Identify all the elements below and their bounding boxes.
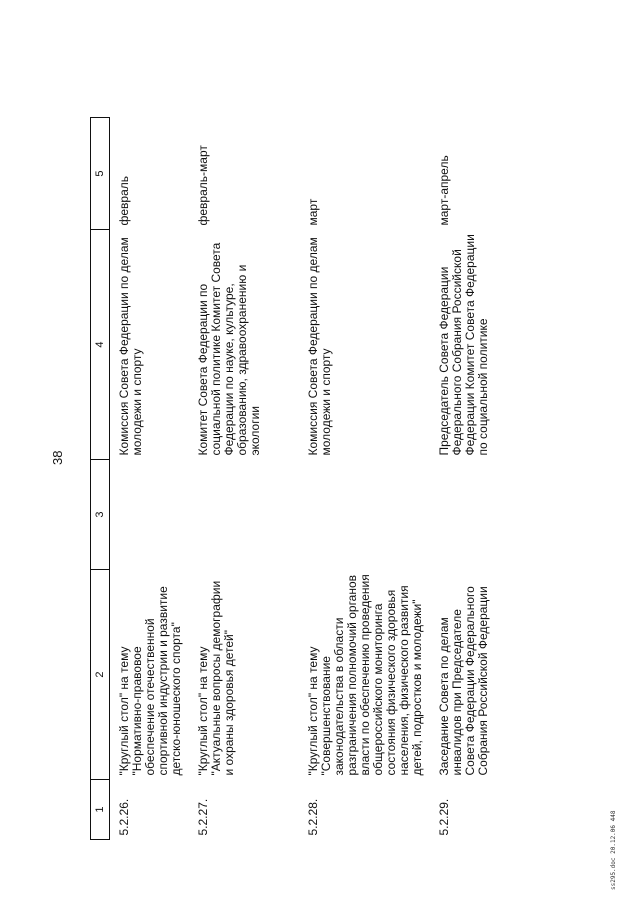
file-stamp: ss295.doc 20.12.06 448 [610,810,617,890]
item-number: 5.2.28. [306,798,320,836]
header-row [91,118,110,840]
term: февраль-март [196,145,210,226]
table-row [430,118,543,840]
event-title: "Круглый стол" на тему "Нормативно-правовое обеспечение отечественной спортивной индустрии и развитие детско-юношеского спорта" [117,586,183,776]
term: март [306,198,320,226]
column-header: 5 [91,118,110,230]
term: февраль [117,175,131,226]
term: март-апрель [437,155,451,226]
col3-cell [189,460,299,570]
event-title: "Круглый стол" на тему "Совершенствование законодательства в области разграничения полномочий органов власти по обеспечению проведения общероссийского мониторинга состояния физического здоровья населения, физического развития детей, подростков и молодежи" [306,574,424,776]
col3-cell [110,460,190,570]
responsible: Комиссия Совета Федерации по делам молодежи и спорту [306,237,333,456]
item-number: 5.2.29. [437,798,451,836]
plan-table [90,117,543,840]
column-header: 4 [91,230,110,460]
col3-cell [430,460,543,570]
table-row [110,118,190,840]
table-row [189,118,299,840]
responsible: Комитет Совета Федерации по социальной политике Комитет Совета Федерации по науке, культуре, образованию, здравоохранению и экологии [196,242,262,456]
column-header: 1 [91,780,110,840]
event-title: "Круглый стол" на тему "Актуальные вопросы демографии и охраны здоровья детей" [196,580,236,776]
item-number: 5.2.26. [117,798,131,836]
column-header: 2 [91,570,110,780]
responsible: Комиссия Совета Федерации по делам молодежи и спорту [117,237,144,456]
column-header: 3 [91,460,110,570]
event-title: Заседание Совета по делам инвалидов при Председателе Совета Федерации Федерального Собрания Российской Федерации [437,586,490,776]
table-row [299,118,430,840]
col3-cell [299,460,430,570]
page-number: 38 [50,450,65,465]
item-number: 5.2.27. [196,798,210,836]
responsible: Председатель Совета Федерации Федерального Собрания Российской Федерации Комитет Совета Федерации по социальной политике [437,234,490,456]
